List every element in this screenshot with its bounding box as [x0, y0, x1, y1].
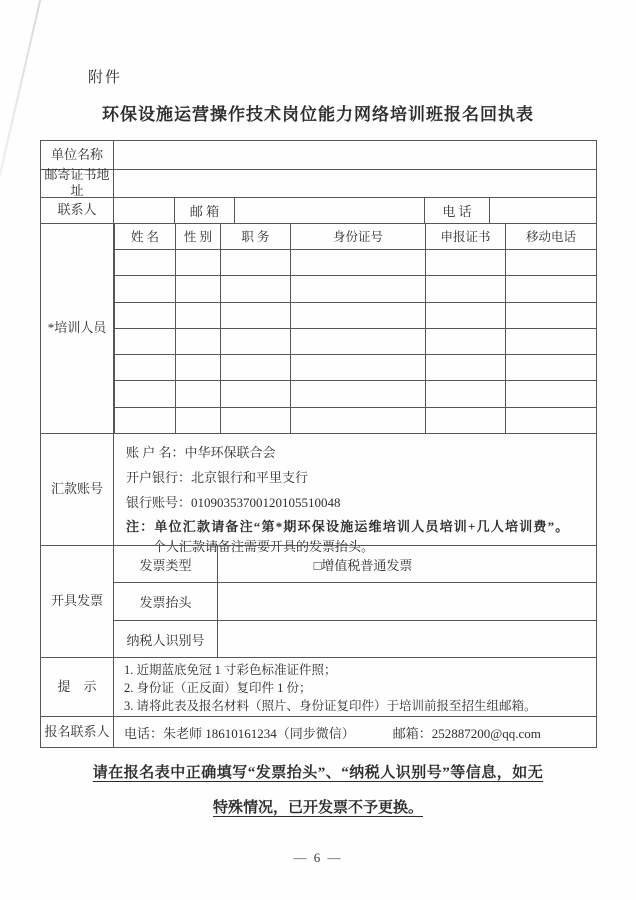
trainee-empty-row — [114, 407, 596, 433]
footer-notice-line1: 请在报名表中正确填写“发票抬头”、“纳税人识别号”等信息，如无 — [92, 765, 544, 781]
table-row-unit-name — [41, 141, 596, 169]
trainee-empty-cell[interactable] — [425, 329, 505, 354]
trainee-empty-cell[interactable] — [505, 381, 596, 406]
trainee-empty-cell[interactable] — [114, 381, 175, 406]
trainee-empty-cell[interactable] — [290, 355, 425, 380]
table-row-remittance — [41, 433, 596, 554]
trainee-empty-cell[interactable] — [114, 355, 175, 380]
trainees-col-name: 姓 名 — [114, 224, 175, 249]
trainee-empty-cell[interactable] — [220, 355, 290, 380]
trainee-empty-row — [114, 302, 596, 328]
trainee-empty-cell[interactable] — [425, 408, 505, 433]
unit-name-label: 单位名称 — [50, 146, 103, 162]
taxpayer-id-label: 纳税人识别号 — [126, 632, 205, 648]
trainee-empty-row — [114, 380, 596, 406]
scan-artifact-line — [0, 0, 42, 190]
trainees-col-certificate: 申报证书 — [425, 224, 505, 249]
footer-notice-line2: 特殊情况，已开发票不予更换。 — [212, 800, 423, 816]
tips-label: 提 示 — [57, 679, 97, 695]
phone-label: 电 话 — [424, 198, 489, 223]
trainee-empty-cell[interactable] — [114, 408, 175, 433]
trainee-empty-cell[interactable] — [175, 355, 220, 380]
trainees-label: *培训人员 — [47, 320, 107, 336]
attachment-label: 附件 — [88, 70, 123, 86]
trainee-empty-cell[interactable] — [220, 408, 290, 433]
trainee-empty-cell[interactable] — [290, 276, 425, 301]
trainees-header-row — [114, 224, 596, 249]
trainee-empty-cell[interactable] — [220, 250, 290, 275]
invoice-title-field[interactable] — [217, 583, 596, 620]
email-label: 邮 箱 — [174, 198, 234, 223]
invoice-title-row — [114, 582, 596, 620]
invoice-label: 开具发票 — [50, 593, 103, 609]
email-field[interactable] — [234, 198, 424, 223]
table-row-tips — [41, 657, 596, 716]
trainee-empty-cell[interactable] — [290, 329, 425, 354]
remittance-note-line2: 个人汇款请备注需要开具的发票抬头。 — [153, 538, 375, 554]
remittance-account-name: 账 户 名：中华环保联合会 — [126, 444, 276, 460]
trainee-empty-cell[interactable] — [114, 276, 175, 301]
tips-item-2: 2. 身份证（正反面）复印件 1 份； — [124, 681, 312, 696]
trainee-empty-cell[interactable] — [290, 250, 425, 275]
trainee-empty-cell[interactable] — [290, 303, 425, 328]
trainees-grid — [113, 224, 596, 433]
trainee-empty-cell[interactable] — [425, 276, 505, 301]
tips-item-3: 3. 请将此表及报名材料（照片、身份证复印件）于培训前报至招生组邮箱。 — [124, 699, 537, 714]
invoice-title-label: 发票抬头 — [139, 595, 192, 611]
unit-name-field[interactable] — [113, 141, 596, 169]
page-number: — 6 — — [293, 850, 343, 865]
trainee-empty-cell[interactable] — [175, 381, 220, 406]
trainee-empty-cell[interactable] — [505, 276, 596, 301]
registration-contact-email: 邮箱：252887200@qq.com — [392, 725, 541, 741]
trainee-empty-cell[interactable] — [114, 303, 175, 328]
trainee-empty-cell[interactable] — [505, 329, 596, 354]
taxpayer-id-row — [114, 620, 596, 658]
trainee-empty-cell[interactable] — [425, 303, 505, 328]
trainee-empty-cell[interactable] — [425, 381, 505, 406]
trainee-empty-cell[interactable] — [175, 303, 220, 328]
registration-form-table — [40, 140, 597, 748]
invoice-grid — [113, 546, 596, 658]
trainee-empty-cell[interactable] — [290, 381, 425, 406]
trainee-empty-cell[interactable] — [505, 408, 596, 433]
trainee-empty-row — [114, 275, 596, 301]
tips-item-1: 1. 近期蓝底免冠 1 寸彩色标准证件照； — [124, 663, 337, 678]
trainee-empty-cell[interactable] — [175, 250, 220, 275]
remittance-note-line1: 注：单位汇款请备注“第*期环保设施运维培训人员培训+几人培训费”。 — [126, 518, 570, 534]
trainee-empty-cell[interactable] — [220, 381, 290, 406]
remittance-account-number: 银行账号：01090353700120105510048 — [126, 494, 341, 510]
registration-contact-details — [113, 717, 596, 747]
trainee-empty-cell[interactable] — [114, 329, 175, 354]
trainee-empty-cell[interactable] — [425, 355, 505, 380]
registration-contact-phone: 电话：朱老师 18610161234（同步微信） — [124, 725, 355, 741]
trainee-empty-cell[interactable] — [425, 250, 505, 275]
table-row-registration-contact — [41, 716, 596, 747]
invoice-type-checkbox-option[interactable]: □增值税普通发票 — [217, 546, 596, 583]
trainee-empty-cell[interactable] — [220, 329, 290, 354]
trainees-col-mobile: 移动电话 — [505, 224, 596, 249]
table-row-trainees — [41, 223, 596, 433]
trainee-empty-cell[interactable] — [505, 303, 596, 328]
table-row-contact — [41, 197, 596, 223]
trainees-col-id-number: 身份证号 — [290, 224, 425, 249]
table-row-mailing-address — [41, 169, 596, 197]
remittance-label: 汇款账号 — [50, 481, 103, 497]
trainee-empty-row — [114, 328, 596, 354]
mailing-address-field[interactable] — [113, 170, 596, 197]
invoice-type-label: 发票类型 — [139, 557, 192, 573]
trainee-empty-cell[interactable] — [175, 408, 220, 433]
registration-contact-label: 报名联系人 — [44, 723, 110, 739]
trainee-empty-cell[interactable] — [290, 408, 425, 433]
trainee-empty-cell[interactable] — [220, 303, 290, 328]
remittance-bank: 开户银行：北京银行和平里支行 — [126, 469, 309, 485]
page-title: 环保设施运营操作技术岗位能力网络培训班报名回执表 — [102, 105, 534, 124]
mailing-address-label: 邮寄证书地址 — [44, 167, 110, 199]
trainee-empty-cell[interactable] — [175, 276, 220, 301]
trainee-empty-cell[interactable] — [175, 329, 220, 354]
trainee-empty-row — [114, 354, 596, 380]
trainee-empty-cell[interactable] — [505, 355, 596, 380]
taxpayer-id-field[interactable] — [217, 621, 596, 658]
trainee-empty-cell[interactable] — [114, 250, 175, 275]
trainees-col-gender: 性 别 — [175, 224, 220, 249]
trainee-empty-cell[interactable] — [505, 250, 596, 275]
tips-list — [113, 658, 596, 716]
contact-field[interactable] — [113, 198, 174, 223]
contact-label: 联系人 — [57, 202, 97, 218]
trainees-col-position: 职 务 — [220, 224, 290, 249]
remittance-details — [113, 434, 596, 554]
trainee-empty-row — [114, 249, 596, 275]
trainee-empty-cell[interactable] — [220, 276, 290, 301]
invoice-type-row — [114, 546, 596, 583]
table-row-invoice — [41, 545, 596, 658]
phone-field[interactable] — [489, 198, 596, 223]
